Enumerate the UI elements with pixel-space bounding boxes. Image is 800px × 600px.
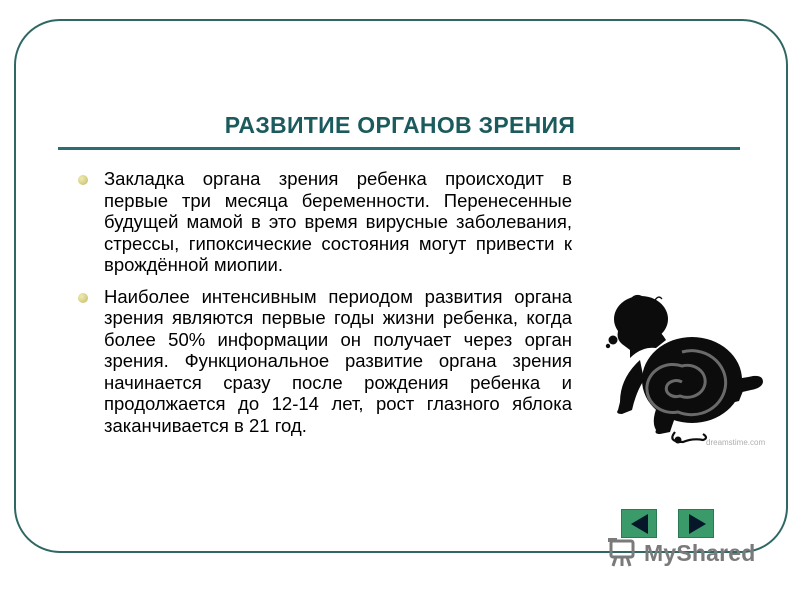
next-slide-button[interactable] xyxy=(678,509,714,538)
triangle-right-icon xyxy=(689,514,706,534)
previous-slide-button[interactable] xyxy=(621,509,657,538)
bullet-text: Закладка органа зрения ребенка происходит в первые три месяца беременности. Перенесенные будущей мамой в это время вирусные заболевания, стрессы, гипоксические состояния могут привести к врождённой миопии. xyxy=(104,168,572,275)
triangle-left-icon xyxy=(631,514,648,534)
bullet-dot-icon xyxy=(78,293,88,303)
bullet-text: Наиболее интенсивным периодом развития органа зрения являются первые годы жизни ребенка, когда более 50% информации он получает через орган зрения. Функциональное развитие органа зрения начинается сразу после рождения ребенка и продолжается до 12-14 лет, рост глазного яблока заканчивается в 21 год. xyxy=(104,285,572,436)
logo-text: MyShared xyxy=(644,539,756,566)
crawling-baby-silhouette-image xyxy=(600,290,776,460)
bullet-dot-icon xyxy=(78,175,88,185)
slide-title: РАЗВИТИЕ ОРГАНОВ ЗРЕНИЯ xyxy=(224,112,576,138)
bullet-item xyxy=(74,168,572,276)
bullet-item xyxy=(74,286,572,437)
myshared-logo[interactable] xyxy=(608,538,756,568)
slide-content xyxy=(74,168,572,446)
title-underline xyxy=(58,147,740,150)
presentation-board-icon xyxy=(608,538,640,568)
image-watermark: dreamstime.com xyxy=(706,438,766,447)
